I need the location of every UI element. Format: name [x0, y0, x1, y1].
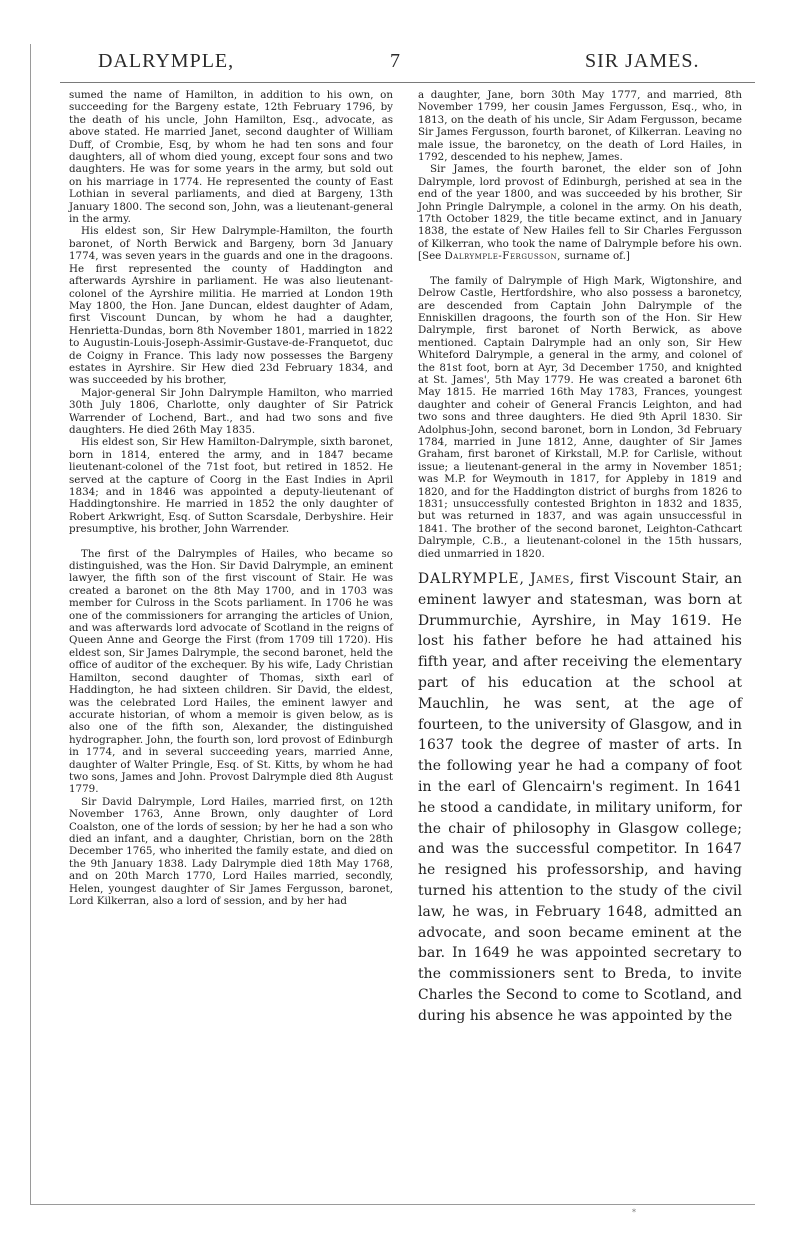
page-number: 7	[390, 50, 401, 72]
biography-entry	[418, 569, 742, 1027]
paragraph: sumed the name of Hamilton, in addition to his own, on succeeding for the Bargeny estate, 12th February 1796, by the death of his uncle, John Hamilton, Esq., advocate, as above stated. He married Janet, second daughter of William Duff, of Crombie, Esq, by whom he had ten sons and four daughters, all of whom died young, except four sons and two daughters. He was for some years in the army, but sold out on his marriage in 1774. He represented the county of East Lothian in several parliaments, and died at Bargeny, 13th January 1800. The second son, John, was a lieutenant-general in the army.	[69, 89, 393, 226]
biography-body: first Viscount Stair, an eminent lawyer and statesman, was born at Drummurchie, Ayrshire, in May 1619. He lost his father before he had attained his fifth year, and after receiving the elementary part of his education at the school at Mauchlin, he was sent, at the age of fourteen, to the university of Glasgow, and in 1637 took the degree of master of arts. In the following year he had a company of foot in the earl of Glencairn's regiment. In 1641 he stood a candidate, in military uniform, for the chair of philosophy in Glasgow college; and was the successful competitor. In 1647 he resigned his professorship, and having turned his attention to the study of the civil law, he was, in February 1648, admitted an advocate, and soon became eminent at the bar. In 1649 he was appointed secretary to the commissioners sent to Breda, to invite Charles the Second to come to Scotland, and during his absence he was appointed by the	[418, 571, 742, 1024]
running-head	[0, 50, 800, 80]
biography-surname: DALRYMPLE,	[418, 571, 525, 588]
left-column	[69, 89, 393, 907]
paragraph: Sir David Dalrymple, Lord Hailes, married first, on 12th November 1763, Anne Brown, only daughter of Lord Coalston, one of the lords of session; by her he had a son who died an infant, and a daughter, Christian, born on the 28th December 1765, who inherited the family estate, and died on the 9th January 1838. Lady Dalrymple died 18th May 1768, and on 20th March 1770, Lord Hailes married, secondly, Helen, youngest daughter of Sir James Fergusson, baronet, Lord Kilkerran, also a lord of session, and by her had	[69, 795, 393, 907]
biography-given-name: James,	[530, 571, 575, 588]
running-head-right: SIR JAMES.	[585, 50, 700, 72]
right-column	[418, 89, 742, 1027]
footer-mark: *	[632, 1208, 636, 1217]
paragraph: His eldest son, Sir Hew Hamilton-Dalrymple, sixth baronet, born in 1814, entered the army, and in 1847 became lieutenant-colonel of the 71st foot, but retired in 1852. He served at the capture of Coorg in the East Indies in April 1834; and in 1846 was appointed a deputy-lieutenant of Haddingtonshire. He married in 1852 the only daughter of Robert Arkwright, Esq. of Sutton Scarsdale, Derbyshire. Heir presumptive, his brother, John Warrender.	[69, 436, 393, 536]
running-head-left: DALRYMPLE,	[98, 50, 235, 72]
paragraph-text: Sir James, the fourth baronet, the elder son of John Dalrymple, lord provost of Edinburgh, perished at sea in the end of the year 1800, and was succeeded by his brother, Sir John Pringle Dalrymple, a colonel in the army. On his death, 17th October 1829, the title became extinct, and in January 1838, the estate of New Hailes fell to Sir Charles Fergusson of Kilkerran, who took the name of Dalrymple before his own.	[418, 163, 742, 250]
header-rule	[60, 82, 755, 83]
paragraph: a daughter, Jane, born 30th May 1777, and married, 8th November 1799, her cousin James Fergusson, Esq., who, in 1813, on the death of his uncle, Sir Adam Fergusson, became Sir James Fergusson, fourth baronet, of Kilkerran. Leaving no male issue, the baronetcy, on the death of Lord Hailes, in 1792, descended to his nephew, James.	[418, 89, 742, 164]
paragraph: Major-general Sir John Dalrymple Hamilton, who married 30th July 1806, Charlotte, only daughter of Sir Patrick Warrender of Lochend, Bart., and had two sons and five daughters. He died 26th May 1835.	[69, 386, 393, 436]
paragraph: The family of Dalrymple of High Mark, Wigtonshire, and Delrow Castle, Hertfordshire, who also possess a baronetcy, are descended from Captain John Dalrymple of the Enniskillen dragoons, the fourth son of the Hon. Sir Hew Dalrymple, first baronet of North Berwick, as above mentioned. Captain Dalrymple had an only son, Sir Hew Whiteford Dalrymple, a general in the army, and colonel of the 81st foot, born at Ayr, 3d December 1750, and knighted at St. James', 5th May 1779. He was created a baronet 6th May 1815. He married 16th May 1783, Frances, youngest daughter and coheir of General Francis Leighton, and had two sons and three daughters. He died 9th April 1830. Sir Adolphus-John, second baronet, born in London, 3d February 1784, married in June 1812, Anne, daughter of Sir James Graham, first baronet of Kirkstall, M.P. for Carlisle, without issue; a lieutenant-general in the army in November 1851; was M.P. for Weymouth in 1817, for Appleby in 1819 and 1820, and for the Haddington district of burghs from 1826 to 1831; unsuccessfully contested Brighton in 1832 and 1835, but was returned in 1837, and was again unsuccessful in 1841. The brother of the second baronet, Leighton-Cathcart Dalrymple, C.B., a lieutenant-colonel in the 15th hussars, died unmarried in 1820.	[418, 274, 742, 560]
paragraph: The first of the Dalrymples of Hailes, who became so distinguished, was the Hon. Sir David Dalrymple, an eminent lawyer, the fifth son of the first viscount of Stair. He was created a baronet on the 8th May 1700, and in 1703 was member for Culross in the Scots parliament. In 1706 he was one of the commissioners for arranging the articles of Union, and was afterwards lord advocate of Scotland in the reigns of Queen Anne and George the First (from 1709 till 1720). His eldest son, Sir James Dalrymple, the second baronet, held the office of auditor of the exchequer. By his wife, Lady Christian Hamilton, second daughter of Thomas, sixth earl of Haddington, he had sixteen children. Sir David, the eldest, was the celebrated Lord Hailes, the eminent lawyer and accurate historian, of whom a memoir is given below, as is also one of the fifth son, Alexander, the distinguished hydrographer. John, the fourth son, lord provost of Edinburgh in 1774, and in several succeeding years, married Anne, daughter of Walter Pringle, Esq. of St. Kitts, by whom he had two sons, James and John. Provost Dalrymple died 8th August 1779.	[69, 547, 393, 796]
cross-reference-close: surname of.]	[564, 250, 630, 263]
cross-reference-name: Dalrymple-Fergusson,	[444, 250, 561, 263]
paragraph	[418, 163, 742, 262]
paragraph: His eldest son, Sir Hew Dalrymple-Hamilton, the fourth baronet, of North Berwick and Bargeny, born 3d January 1774, was seven years in the guards and one in the dragoons. He first represented the county of Haddington and afterwards Ayrshire in parliament. He was also lieutenant-colonel of the Ayrshire militia. He married at London 19th May 1800, the Hon. Jane Duncan, eldest daughter of Adam, first Viscount Duncan, by whom he had a daughter, Henrietta-Dundas, born 8th November 1801, married in 1822 to Augustin-Louis-Joseph-Assimir-Gustave-de-Franquetot, duc de Coigny in France. This lady now possesses the Bargeny estates in Ayrshire. Sir Hew died 23d February 1834, and was succeeded by his brother,	[69, 225, 393, 387]
cross-reference-open: [See	[418, 250, 442, 263]
